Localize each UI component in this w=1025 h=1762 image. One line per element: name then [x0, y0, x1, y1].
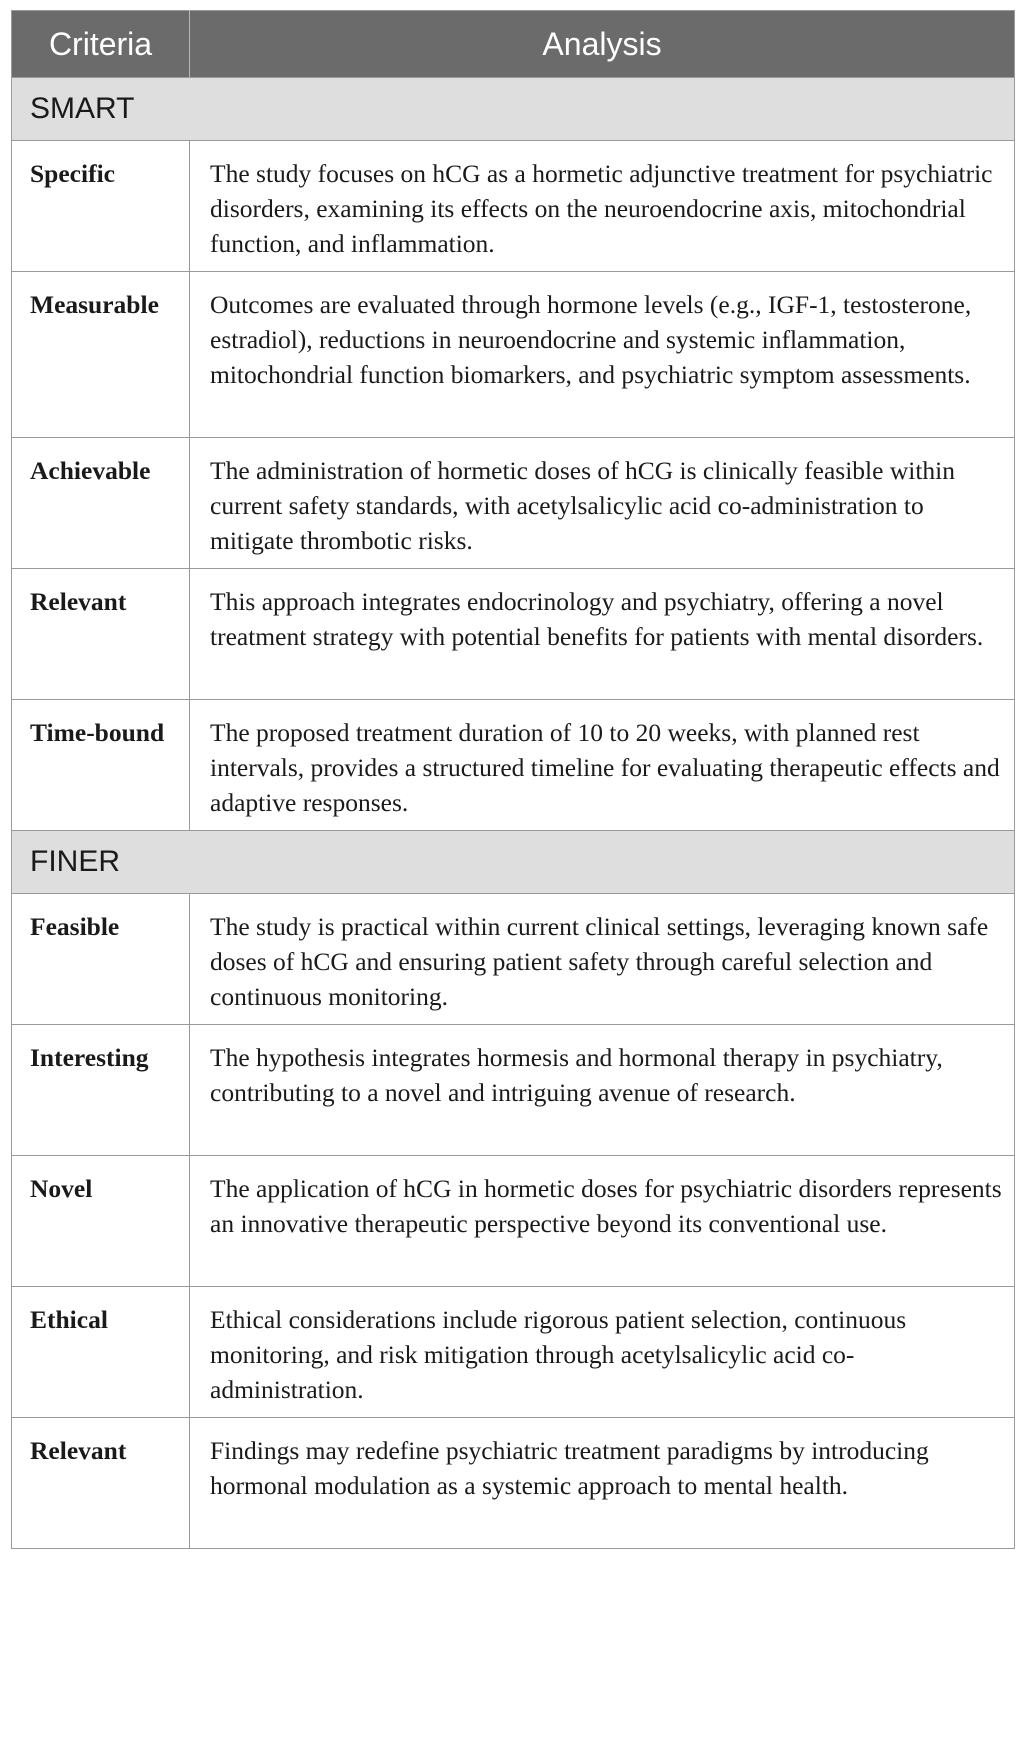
analysis-cell: The hypothesis integrates hormesis and hormonal therapy in psychiatry, contributing to a novel and intriguing avenue of research. [190, 1025, 1015, 1156]
table-row [12, 272, 1015, 438]
analysis-cell: Outcomes are evaluated through hormone levels (e.g., IGF-1, testosterone, estradiol), reductions in neuroendocrine and systemic inflammation, mitochondrial function biomarkers, and psychiatric symptom assessments. [190, 272, 1015, 438]
analysis-cell: Ethical considerations include rigorous patient selection, continuous monitoring, and risk mitigation through acetylsalicylic acid co-administration. [190, 1287, 1015, 1418]
analysis-column-header: Analysis [190, 11, 1015, 78]
table-row [12, 1025, 1015, 1156]
analysis-cell: This approach integrates endocrinology and psychiatry, offering a novel treatment strategy with potential benefits for patients with mental disorders. [190, 569, 1015, 700]
criteria-table-container [11, 10, 1014, 1549]
header-row [12, 11, 1015, 78]
table-row [12, 1156, 1015, 1287]
table-row [12, 569, 1015, 700]
criterion-cell: Novel [12, 1156, 190, 1287]
criterion-cell: Relevant [12, 569, 190, 700]
analysis-cell: The proposed treatment duration of 10 to 20 weeks, with planned rest intervals, provides a structured timeline for evaluating therapeutic effects and adaptive responses. [190, 700, 1015, 831]
criterion-cell: Measurable [12, 272, 190, 438]
criterion-cell: Relevant [12, 1418, 190, 1549]
analysis-cell: The application of hCG in hormetic doses for psychiatric disorders represents an innovative therapeutic perspective beyond its conventional use. [190, 1156, 1015, 1287]
table-row [12, 141, 1015, 272]
table-body [12, 78, 1015, 1549]
criteria-analysis-table [11, 10, 1015, 1549]
table-header [12, 11, 1015, 78]
criterion-cell: Achievable [12, 438, 190, 569]
section-row-smart [12, 78, 1015, 141]
section-title: SMART [12, 78, 1015, 141]
section-title: FINER [12, 831, 1015, 894]
criteria-column-header: Criteria [12, 11, 190, 78]
section-row-finer [12, 831, 1015, 894]
criterion-cell: Specific [12, 141, 190, 272]
table-row [12, 438, 1015, 569]
criterion-cell: Interesting [12, 1025, 190, 1156]
table-row [12, 1418, 1015, 1549]
analysis-cell: The administration of hormetic doses of hCG is clinically feasible within current safety standards, with acetylsalicylic acid co-administration to mitigate thrombotic risks. [190, 438, 1015, 569]
criterion-cell: Time-bound [12, 700, 190, 831]
analysis-cell: Findings may redefine psychiatric treatment paradigms by introducing hormonal modulation as a systemic approach to mental health. [190, 1418, 1015, 1549]
criterion-cell: Feasible [12, 894, 190, 1025]
table-row [12, 700, 1015, 831]
table-row [12, 1287, 1015, 1418]
analysis-cell: The study is practical within current clinical settings, leveraging known safe doses of hCG and ensuring patient safety through careful selection and continuous monitoring. [190, 894, 1015, 1025]
criterion-cell: Ethical [12, 1287, 190, 1418]
analysis-cell: The study focuses on hCG as a hormetic adjunctive treatment for psychiatric disorders, examining its effects on the neuroendocrine axis, mitochondrial function, and inflammation. [190, 141, 1015, 272]
table-row [12, 894, 1015, 1025]
